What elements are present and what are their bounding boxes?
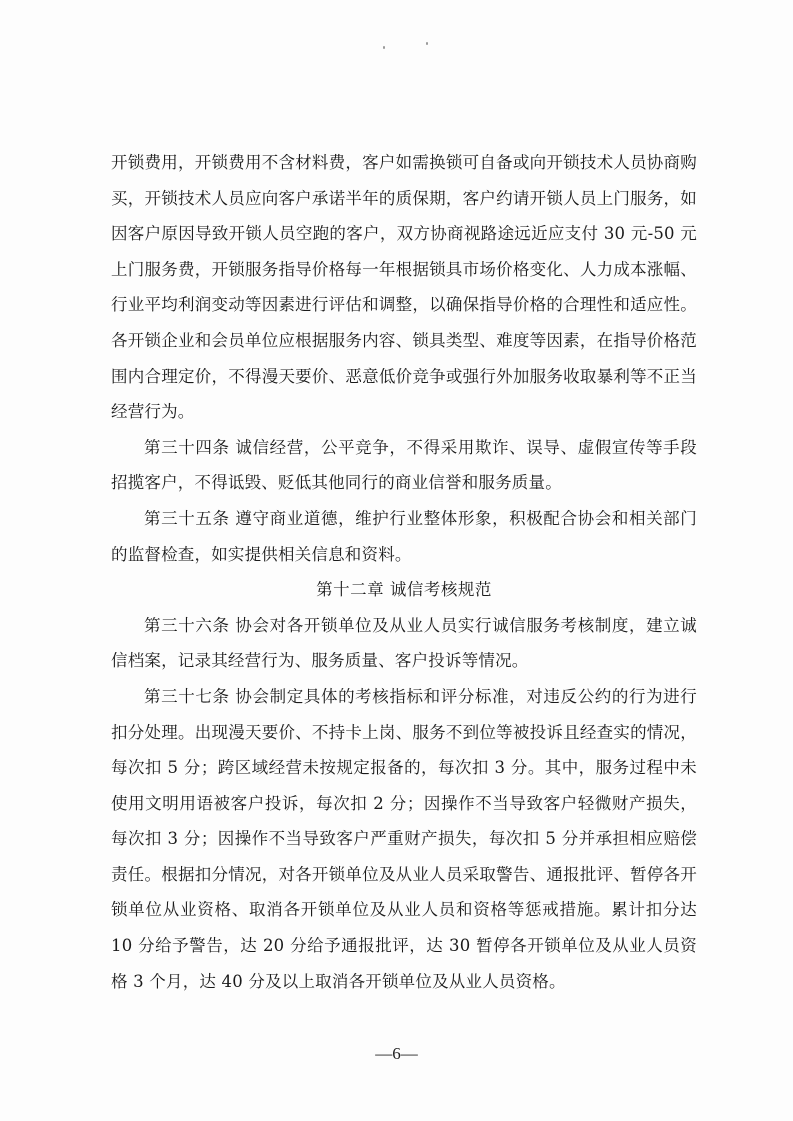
article-36: 第三十六条 协会对各开锁单位及从业人员实行诚信服务考核制度，建立诚信档案，记录其经营行为、服务质量、客户投诉等情况。 [111, 615, 697, 671]
paragraph-continuation: 开锁费用，开锁费用不含材料费，客户如需换锁可自备或向开锁技术人员协商购买，开锁技术人员应向客户承诺半年的质保期，客户约请开锁人员上门服务，如因客户原因导致开锁人员空跑的客户，双方协商视路途远近应支付 30 元-50 元上门服务费，开锁服务指导价格每一年根据锁具市场价格变化、人力成本涨幅、行业平均利润变动等因素进行评估和调整，以确保指导价格的合理性和适应性。各开锁企业和会员单位应根据服务内容、锁具类型、难度等因素，在指导价格范围内合理定价，不得漫天要价、恶意低价竞争或强行外加服务收取暴利等不正当经营行为。 [111, 153, 697, 422]
article-35: 第三十五条 遵守商业道德，维护行业整体形象，积极配合协会和相关部门的监督检查，如实提供相关信息和资料。 [111, 508, 697, 564]
scan-speck [383, 46, 385, 49]
document-body [111, 145, 697, 999]
chapter-heading: 第十二章 诚信考核规范 [316, 580, 492, 600]
scan-speck [426, 42, 428, 45]
article-37: 第三十七条 协会制定具体的考核指标和评分标准，对违反公约的行为进行扣分处理。出现漫天要价、不持卡上岗、服务不到位等被投诉且经查实的情况，每次扣 5 分；跨区域经营未按规定报备的，每次扣 3 分。其中，服务过程中未使用文明用语被客户投诉，每次扣 2 分；因操作不当导致客户轻微财产损失，每次扣 3 分；因操作不当导致客户严重财产损失，每次扣 5 分并承担相应赔偿责任。根据扣分情况，对各开锁单位及从业人员采取警告、通报批评、暂停各开锁单位从业资格、取消各开锁单位及从业人员和资格等惩戒措施。累计扣分达 10 分给予警告，达 20 分给予通报批评，达 30 暂停各开锁单位及从业人员资格 3 个月，达 40 分及以上取消各开锁单位及从业人员资格。 [111, 686, 697, 991]
article-34: 第三十四条 诚信经营，公平竞争，不得采用欺诈、误导、虚假宣传等手段招揽客户，不得诋毁、贬低其他同行的商业信誉和服务质量。 [111, 437, 697, 493]
page-number: —6— [375, 1044, 418, 1063]
